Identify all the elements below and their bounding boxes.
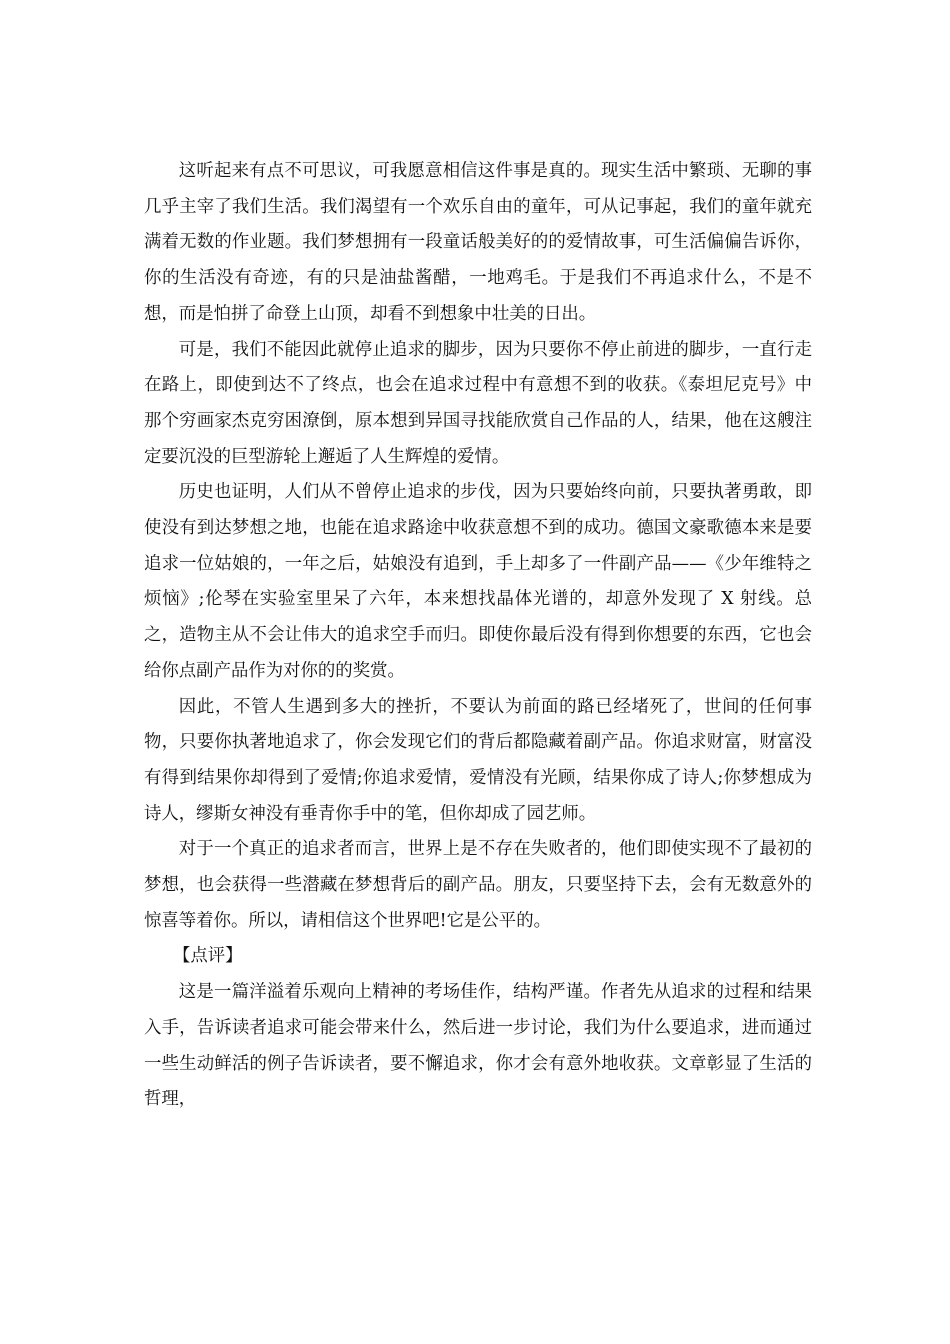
essay-paragraph-5: 对于一个真正的追求者而言，世界上是不存在失败者的，他们即使实现不了最初的梦想，也会获得一些潜藏在梦想背后的副产品。朋友，只要坚持下去，会有无数意外的惊喜等着你。所以，请相信这个世界吧!它是公平的。 xyxy=(144,839,812,931)
document-page xyxy=(144,154,812,1118)
essay-paragraph-1: 这听起来有点不可思议，可我愿意相信这件事是真的。现实生活中繁琐、无聊的事几乎主宰了我们生活。我们渴望有一个欢乐自由的童年，可从记事起，我们的童年就充满着无数的作业题。我们梦想拥有一段童话般美好的的爱情故事，可生活偏偏告诉你，你的生活没有奇迹，有的只是油盐酱醋，一地鸡毛。于是我们不再追求什么，不是不想，而是怕拼了命登上山顶，却看不到想象中壮美的日出。 xyxy=(144,161,812,324)
commentary-heading: 【点评】 xyxy=(173,946,243,967)
essay-paragraph-3: 历史也证明，人们从不曾停止追求的步伐，因为只要始终向前，只要执著勇敢，即使没有到达梦想之地，也能在追求路途中收获意想不到的成功。德国文豪歌德本来是要追求一位姑娘的，一年之后，姑娘没有追到，手上却多了一件副产品——《少年维特之烦恼》;伦琴在实验室里呆了六年，本来想找晶体光谱的，却意外发现了 X 射线。总之，造物主从不会让伟大的追求空手而归。即使你最后没有得到你想要的东西，它也会给你点副产品作为对你的的奖赏。 xyxy=(144,482,812,681)
essay-paragraph-4: 因此，不管人生遇到多大的挫折，不要认为前面的路已经堵死了，世间的任何事物，只要你执著地追求了，你会发现它们的背后都隐藏着副产品。你追求财富，财富没有得到结果你却得到了爱情;你追求爱情，爱情没有光顾，结果你成了诗人;你梦想成为诗人，缪斯女神没有垂青你手中的笔，但你却成了园艺师。 xyxy=(144,696,812,824)
commentary-paragraph-1: 这是一篇洋溢着乐观向上精神的考场佳作，结构严谨。作者先从追求的过程和结果入手，告诉读者追求可能会带来什么，然后进一步讨论，我们为什么要追求，进而通过一些生动鲜活的例子告诉读者，要不懈追求，你才会有意外地收获。文章彰显了生活的哲理， xyxy=(144,982,812,1110)
essay-paragraph-2: 可是，我们不能因此就停止追求的脚步，因为只要你不停止前进的脚步，一直行走在路上，即使到达不了终点，也会在追求过程中有意想不到的收获。《泰坦尼克号》中那个穷画家杰克穷困潦倒，原本想到异国寻找能欣赏自己作品的人，结果，他在这艘注定要沉没的巨型游轮上邂逅了人生辉煌的爱情。 xyxy=(144,339,812,467)
